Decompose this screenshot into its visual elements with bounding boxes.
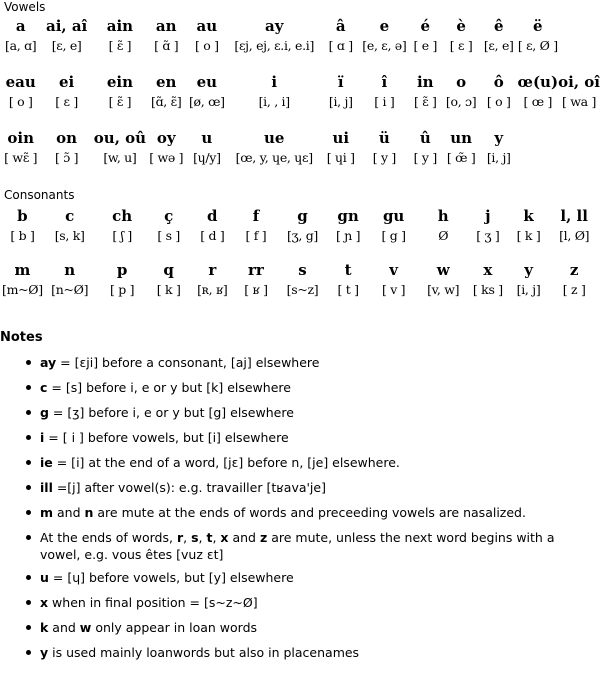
letter-cell: p: [116, 261, 128, 279]
letter-cell: eau: [5, 73, 36, 91]
letter-cell: y: [494, 129, 504, 147]
note-item: [0, 619, 600, 636]
vowels-heading: Vowels: [4, 0, 46, 14]
note-key: k: [40, 620, 49, 635]
letter-cell: q: [163, 261, 174, 279]
letter-cell: s: [298, 261, 307, 279]
ipa-cell: Ø: [438, 228, 449, 243]
ipa-cell: [ʀ, ʁ]: [197, 282, 228, 297]
note-item: [0, 569, 600, 586]
note-text: =[j] after vowel(s): e.g. travailler [tʁava'je]: [52, 480, 326, 495]
note-text: is used mainly loanwords but also in placenames: [48, 645, 360, 660]
letter-row: [2, 14, 600, 38]
note-key: s: [191, 530, 199, 545]
ipa-cell: [ʒ, g]: [287, 228, 318, 243]
note-item: At the ends of words, r, s, t, x and z are mute, unless the next word begins with a vowel, e.g. vous êtes [vuz ɛt]: [0, 529, 600, 563]
ipa-cell: [ œ̃ ]: [446, 150, 476, 165]
ipa-cell: [ t ]: [337, 282, 359, 297]
letter-cell: en: [155, 73, 177, 91]
note-item: [0, 429, 600, 446]
ipa-cell: [s~z]: [286, 282, 319, 297]
ipa-cell: [ ɛ̃ ]: [413, 94, 437, 109]
ipa-cell: [ ɲ ]: [335, 228, 361, 243]
note-text: At the ends of words,: [40, 530, 177, 545]
letter-cell: ou, oû: [93, 129, 147, 147]
letter-cell: g: [297, 207, 308, 225]
note-key: n: [84, 505, 94, 520]
note-key: ill: [40, 480, 53, 495]
note-key: g: [40, 405, 49, 420]
ipa-cell: [ o ]: [194, 38, 219, 53]
ipa-cell: [ø, œ]: [188, 94, 225, 109]
note-key: r: [176, 530, 184, 545]
note-text: = [s] before i, e or y but [k] elsewhere: [47, 380, 291, 395]
letter-cell: ay: [265, 17, 284, 35]
note-text: = [ɛji] before a consonant, [aj] elsewhere: [56, 355, 320, 370]
letter-cell: n: [64, 261, 76, 279]
letter-cell: j: [485, 207, 491, 225]
note-item: [0, 594, 600, 611]
letter-cell: l, ll: [560, 207, 588, 225]
ipa-cell: [a, ɑ]: [5, 38, 37, 53]
ipa-cell: [ v ]: [382, 282, 406, 297]
letter-cell: ch: [112, 207, 133, 225]
ipa-cell: [œ, y, ɥe, ɥɛ]: [235, 150, 313, 165]
note-item: [0, 454, 600, 471]
letter-cell: u: [201, 129, 213, 147]
letter-cell: ue: [264, 129, 285, 147]
letter-cell: i: [271, 73, 278, 91]
letter-cell: eu: [196, 73, 218, 91]
notes-list: [0, 354, 600, 669]
letter-cell: ei: [58, 73, 75, 91]
ipa-cell: [i, , i]: [258, 94, 290, 109]
ipa-cell: [ ɛ̃ ]: [108, 38, 132, 53]
note-key: m: [40, 505, 54, 520]
letter-cell: gn: [337, 207, 359, 225]
ipa-cell: [i, j]: [328, 94, 353, 109]
ipa-cell: [ ʃ ]: [112, 228, 132, 243]
letter-cell: y: [524, 261, 533, 279]
ipa-cell: [ k ]: [516, 228, 541, 243]
ipa-cell: [ ʁ ]: [244, 282, 268, 297]
ipa-cell: [ o ]: [8, 94, 33, 109]
note-item: [0, 479, 600, 496]
note-item: [0, 504, 600, 521]
ipa-cell: [ ɔ̃ ]: [55, 150, 79, 165]
letter-cell: ô: [493, 73, 504, 91]
letter-cell: k: [523, 207, 534, 225]
letter-cell: d: [207, 207, 218, 225]
ipa-cell: [ɥ/y]: [193, 150, 221, 165]
ipa-cell: [e, ɛ, ə]: [362, 38, 407, 53]
ipa-cell: [i, j]: [486, 150, 511, 165]
ipa-row: [2, 94, 600, 116]
ipa-cell: [l, Ø]: [559, 228, 590, 243]
ipa-cell: [ wɛ̃ ]: [4, 150, 38, 165]
note-key: ie: [40, 455, 53, 470]
ipa-cell: [ ɛ, Ø ]: [517, 38, 558, 53]
consonants-table: [2, 204, 600, 304]
letter-row: [2, 116, 600, 150]
ipa-cell: [ ɛ̃ ]: [108, 94, 132, 109]
letter-cell: an: [155, 17, 177, 35]
note-text: only appear in loan words: [91, 620, 258, 635]
letter-cell: ë: [533, 17, 543, 35]
note-item: [0, 404, 600, 421]
ipa-cell: [ wa ]: [562, 94, 597, 109]
ipa-cell: [i, j]: [516, 282, 541, 297]
letter-cell: â: [335, 17, 346, 35]
note-text: = [ i ] before vowels, but [i] elsewhere: [44, 430, 289, 445]
letter-cell: ain: [106, 17, 134, 35]
note-key: u: [40, 570, 49, 585]
ipa-cell: [o, ɔ]: [445, 94, 477, 109]
note-text: = [ɥ] before vowels, but [y] elsewhere: [48, 570, 294, 585]
ipa-cell: [ ɛ ]: [449, 38, 473, 53]
letter-cell: ein: [106, 73, 133, 91]
ipa-row: [2, 150, 600, 172]
ipa-row: [2, 38, 600, 60]
ipa-cell: [ k ]: [156, 282, 181, 297]
ipa-cell: [ɛ, e]: [483, 38, 514, 53]
ipa-row: [2, 228, 600, 250]
letter-row: [2, 204, 600, 228]
letter-row: [2, 60, 600, 94]
ipa-cell: [ ʒ ]: [476, 228, 500, 243]
note-key: t: [206, 530, 213, 545]
ipa-cell: [w, u]: [103, 150, 137, 165]
ipa-cell: [ y ]: [372, 150, 397, 165]
ipa-cell: [s, k]: [54, 228, 85, 243]
note-item: [0, 354, 600, 371]
ipa-cell: [ b ]: [10, 228, 35, 243]
ipa-cell: [ ɥi ]: [326, 150, 355, 165]
vowels-table: [2, 14, 600, 172]
letter-cell: e: [379, 17, 390, 35]
ipa-cell: [ɛ, e]: [51, 38, 82, 53]
note-key: y: [40, 645, 49, 660]
letter-cell: r: [208, 261, 217, 279]
letter-cell: gu: [382, 207, 405, 225]
letter-cell: rr: [248, 261, 264, 279]
ipa-cell: [v, w]: [427, 282, 460, 297]
ipa-cell: [ɑ̃, ɛ̃]: [151, 94, 182, 109]
ipa-cell: [ e ]: [413, 38, 438, 53]
note-text: and: [53, 505, 85, 520]
ipa-cell: [ d ]: [200, 228, 225, 243]
letter-cell: œ(u): [517, 73, 559, 91]
letter-cell: a: [15, 17, 26, 35]
letter-cell: m: [14, 261, 31, 279]
ipa-cell: [ wə ]: [149, 150, 184, 165]
note-text: = [i] at the end of a word, [jɛ] before n, [je] elsewhere.: [52, 455, 400, 470]
letter-cell: x: [483, 261, 493, 279]
note-key: x: [220, 530, 229, 545]
letter-cell: au: [196, 17, 218, 35]
letter-cell: c: [65, 207, 75, 225]
letter-cell: ç: [164, 207, 174, 225]
letter-cell: h: [437, 207, 449, 225]
letter-cell: b: [17, 207, 28, 225]
letter-row: [2, 250, 600, 282]
ipa-cell: [ p ]: [110, 282, 135, 297]
ipa-cell: [ ks ]: [472, 282, 503, 297]
letter-cell: on: [56, 129, 78, 147]
note-key: z: [259, 530, 268, 545]
letter-cell: è: [456, 17, 466, 35]
ipa-row: [2, 282, 600, 304]
note-text: are mute at the ends of words and preceeding vowels are nasalized.: [93, 505, 526, 520]
ipa-cell: [ f ]: [245, 228, 267, 243]
letter-cell: ï: [337, 73, 344, 91]
letter-cell: û: [419, 129, 431, 147]
notes-heading: Notes: [0, 330, 43, 345]
letter-cell: ê: [493, 17, 504, 35]
ipa-cell: [ i ]: [374, 94, 395, 109]
note-text: are mute, unless the next word begins with a vowel, e.g. vous êtes [vuz ɛt]: [40, 530, 555, 562]
ipa-cell: [ g ]: [381, 228, 406, 243]
note-item: [0, 379, 600, 396]
letter-cell: oin: [7, 129, 35, 147]
ipa-cell: [ y ]: [413, 150, 437, 165]
letter-cell: in: [416, 73, 434, 91]
consonants-heading: Consonants: [4, 188, 75, 202]
ipa-cell: [ s ]: [157, 228, 180, 243]
letter-cell: oi, oî: [558, 73, 600, 91]
letter-cell: w: [436, 261, 450, 279]
ipa-cell: [n~Ø]: [51, 282, 89, 297]
letter-cell: t: [344, 261, 352, 279]
ipa-cell: [ ɑ̃ ]: [154, 38, 179, 53]
ipa-cell: [ œ ]: [523, 94, 553, 109]
letter-cell: é: [420, 17, 431, 35]
note-key: x: [40, 595, 49, 610]
letter-cell: oy: [156, 129, 176, 147]
letter-cell: ai, aî: [45, 17, 88, 35]
note-key: ay: [40, 355, 57, 370]
letter-cell: z: [569, 261, 579, 279]
note-key: c: [40, 380, 48, 395]
note-key: w: [79, 620, 92, 635]
ipa-cell: [m~Ø]: [2, 282, 43, 297]
note-item: [0, 644, 600, 661]
note-text: = [ʒ] before i, e or y but [g] elsewhere: [48, 405, 294, 420]
letter-cell: f: [252, 207, 260, 225]
letter-cell: un: [450, 129, 473, 147]
note-text: when in final position = [s~z~Ø]: [48, 595, 258, 610]
letter-cell: ui: [332, 129, 350, 147]
letter-cell: ü: [378, 129, 390, 147]
letter-cell: v: [389, 261, 398, 279]
ipa-cell: [ɛj, ej, ɛ.i, e.i]: [234, 38, 315, 53]
ipa-cell: [ ɑ ]: [328, 38, 353, 53]
note-text: and: [48, 620, 80, 635]
ipa-cell: [ ɛ ]: [55, 94, 78, 109]
note-key: i: [40, 430, 45, 445]
ipa-cell: [ z ]: [562, 282, 586, 297]
letter-cell: î: [381, 73, 388, 91]
ipa-cell: [ o ]: [486, 94, 511, 109]
letter-cell: o: [456, 73, 467, 91]
